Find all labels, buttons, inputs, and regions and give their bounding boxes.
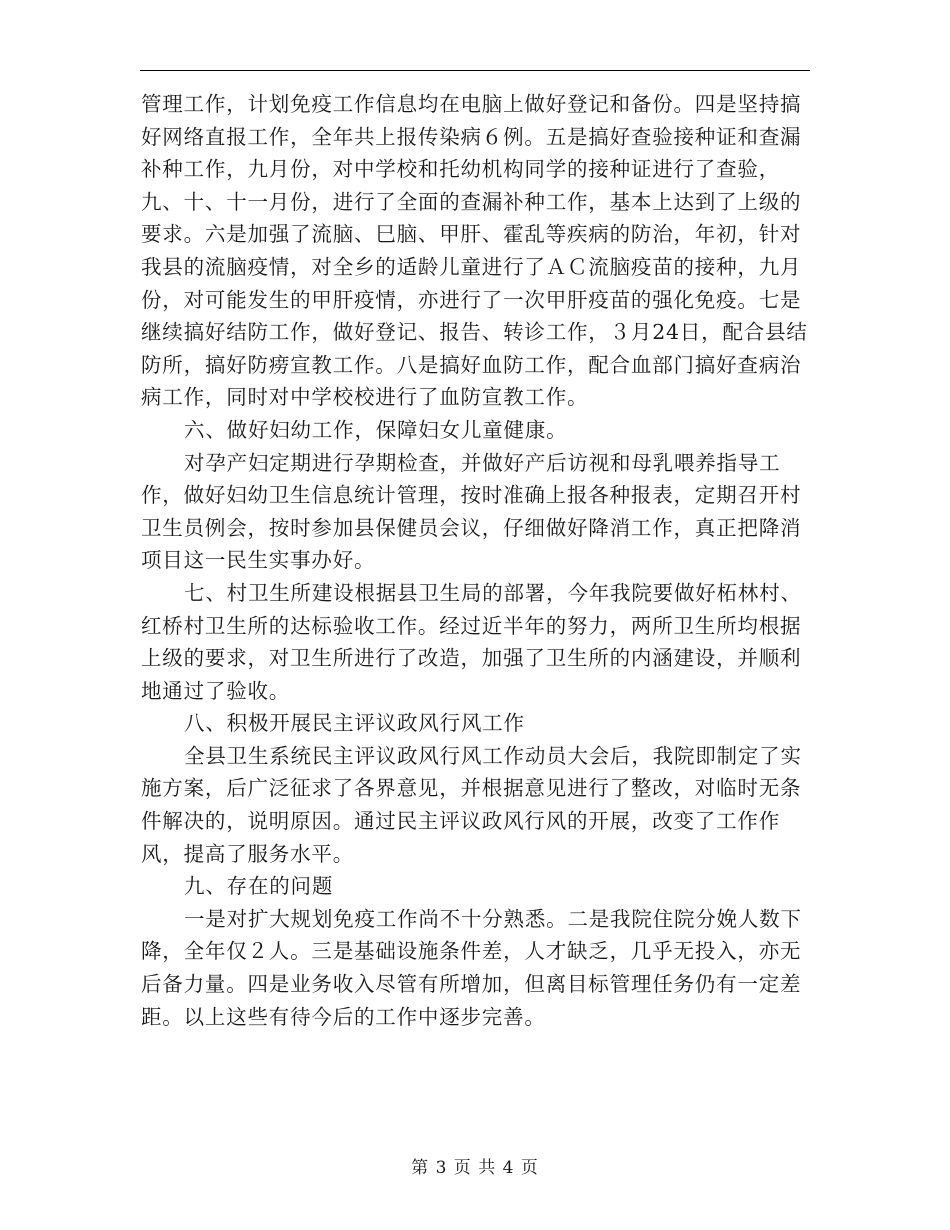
paragraph-immunization: 管理工作，计划免疫工作信息均在电脑上做好登记和备份。四是坚持搞好网络直报工作，全年共上报传染病６例。五是搞好查验接种证和查漏补种工作，九月份，对中学校和托幼机构同学的接种证进行了查验，九、十、十一月份，进行了全面的查漏补种工作，基本上达到了上级的要求。六是加强了流脑、巳脑、甲肝、霍乱等疾病的防治，年初，针对我县的流脑疫情，对全乡的适龄儿童进行了ＡＣ流脑疫苗的接种，九月份，对可能发生的甲肝疫情，亦进行了一次甲肝疫苗的强化免疫。七是继续搞好结防工作，做好登记、报告、转诊工作，３月24日，配合县结防所，搞好防痨宣教工作。八是搞好血防工作，配合血部门搞好查病治病工作，同时对中学校校进行了血防宣教工作。 xyxy=(141,92,808,410)
paragraph-democratic-review: 全县卫生系统民主评议政风行风工作动员大会后，我院即制定了实施方案，后广泛征求了各界意见，并根据意见进行了整改，对临时无条件解决的，说明原因。通过民主评议政风行风的开展，改变了工作作风，提高了服务水平。 xyxy=(141,743,802,866)
header-rule xyxy=(140,70,810,71)
heading-maternal-child-health: 六、做好妇幼工作，保障妇女儿童健康。 xyxy=(184,417,568,442)
paragraph-village-clinics: 七、村卫生所建设根据县卫生局的部署，今年我院要做好柘林村、红桥村卫生所的达标验收工作。经过近半年的努力，两所卫生所均根据上级的要求，对卫生所进行了改造，加强了卫生所的内涵建设，并顺利地通过了验收。 xyxy=(141,580,802,703)
page-number: 第 3 页 共 4 页 xyxy=(411,1158,539,1178)
paragraph-existing-problems: 一是对扩大规划免疫工作尚不十分熟悉。二是我院住院分娩人数下降，全年仅２人。三是基础设施条件差，人才缺乏，几乎无投入，亦无后备力量。四是业务收入尽管有所增加，但离目标管理任务仍有一定差距。以上这些有待今后的工作中逐步完善。 xyxy=(141,906,802,1029)
paragraph-maternal-child-health: 对孕产妇定期进行孕期检查，并做好产后访视和母乳喂养指导工作，做好妇幼卫生信息统计管理，按时准确上报各种报表，定期召开村卫生员例会，按时参加县保健员会议，仔细做好降消工作，真正把降消项目这一民生实事办好。 xyxy=(141,450,802,573)
body-text xyxy=(141,88,811,1033)
heading-democratic-review: 八、积极开展民主评议政风行风工作 xyxy=(184,711,525,736)
heading-existing-problems: 九、存在的问题 xyxy=(184,874,334,899)
